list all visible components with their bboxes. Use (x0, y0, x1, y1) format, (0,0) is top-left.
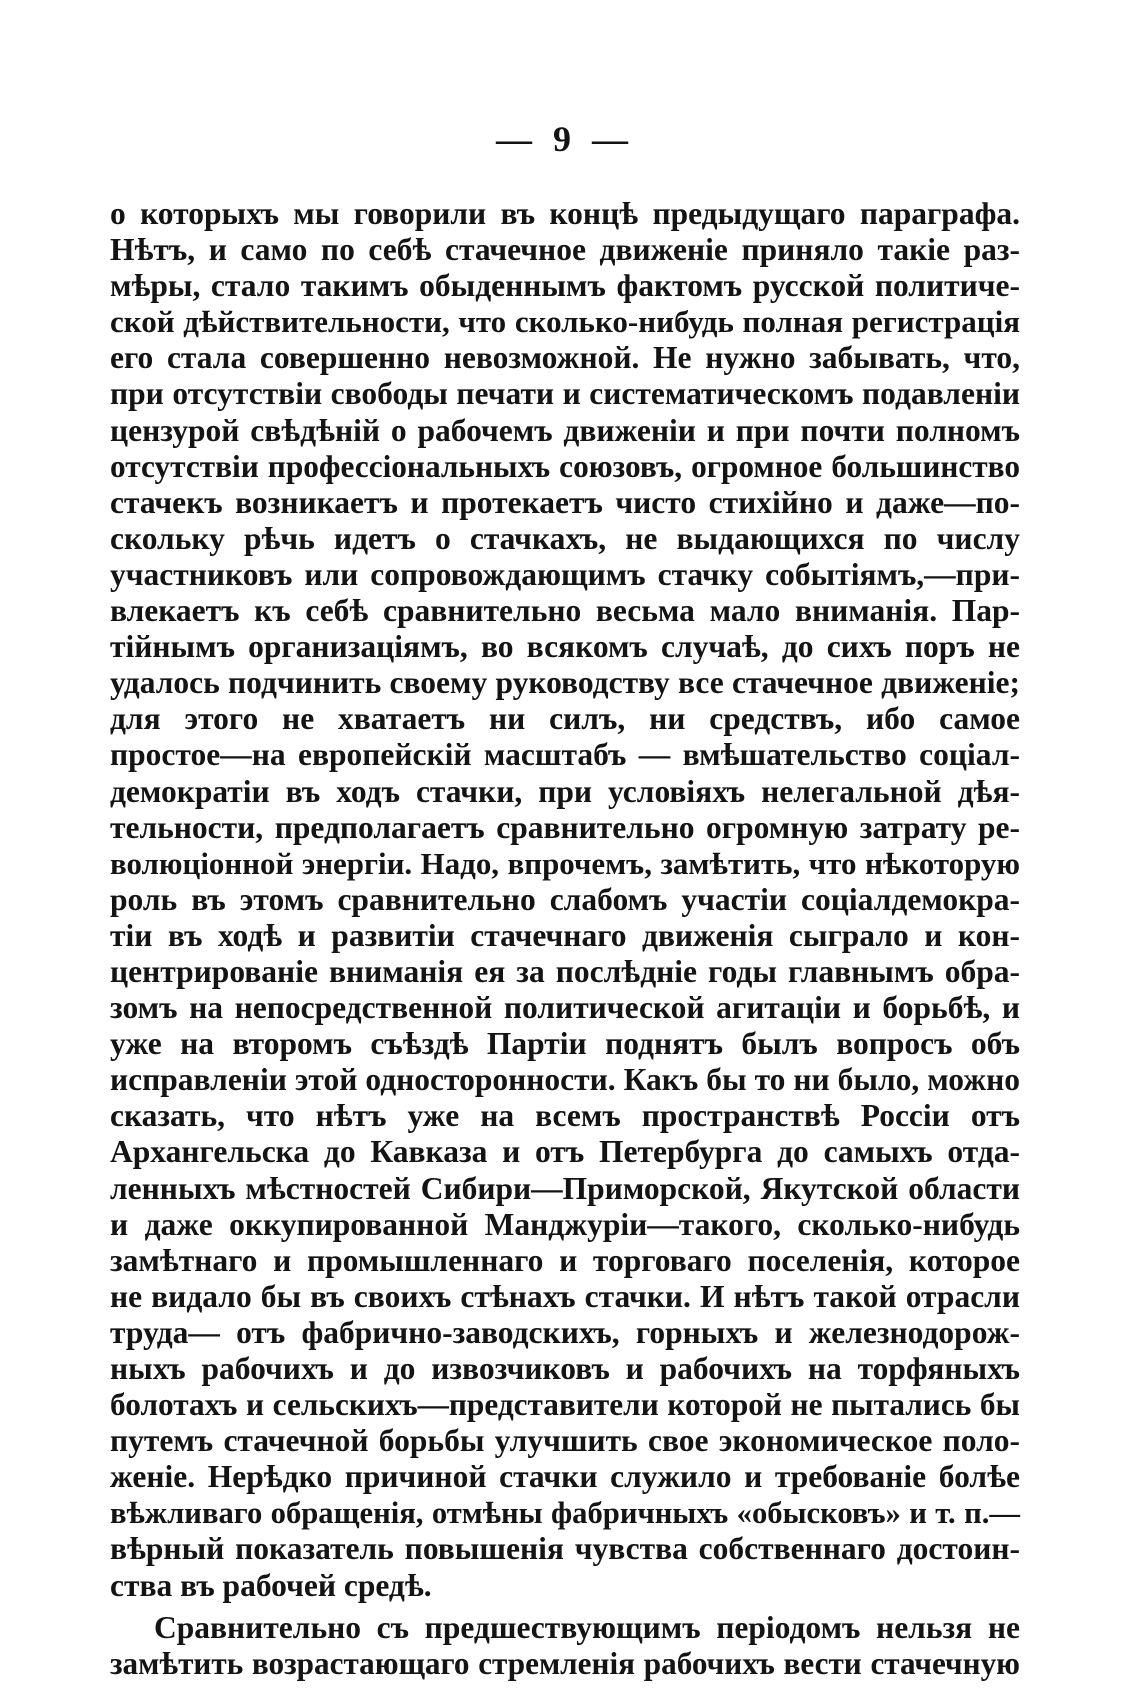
text-line: тіи въ ходѣ и развитіи стачечнаго движенія сыграло и кон- (110, 917, 1020, 953)
text-line: труда— отъ фабрично-заводскихъ, горныхъ и железнодорож- (110, 1314, 1020, 1350)
text-line: замѣтнаго и промышленнаго и торговаго поселенія, которое (110, 1242, 1020, 1278)
text-line: мѣры, стало такимъ обыденнымъ фактомъ русской политиче- (110, 268, 1020, 304)
text-line: участниковъ или сопровождающимъ стачку событіямъ,—при- (110, 556, 1020, 592)
text-line: простое—на европейскій масштабъ — вмѣшательство соціал- (110, 737, 1020, 773)
text-line: для этого не хватаетъ ни силъ, ни средствъ, ибо самое (110, 701, 1020, 737)
text-line: о которыхъ мы говорили въ концѣ предыдущаго параграфа. (110, 196, 1020, 231)
text-line: не видало бы въ своихъ стѣнахъ стачки. И нѣтъ такой отрасли (110, 1278, 1020, 1314)
text-line: центрированіе вниманія ея за послѣдніе годы главнымъ обра- (110, 953, 1020, 989)
text-line: скольку рѣчь идетъ о стачкахъ, не выдающихся по числу (110, 520, 1020, 556)
text-line: уже на второмъ съѣздѣ Партіи поднятъ былъ вопросъ объ (110, 1026, 1020, 1062)
text-line: ныхъ рабочихъ и до извозчиковъ и рабочихъ на торфяныхъ (110, 1351, 1020, 1386)
text-line: удалось подчинить своему руководству все стачечное движеніе; (110, 665, 1020, 701)
text-line: женіе. Нерѣдко причиной стачки служило и требованіе болѣе (110, 1459, 1020, 1495)
text-line: тельности, предполагаетъ сравнительно огромную затрату ре- (110, 809, 1020, 845)
text-line: стачекъ возникаетъ и протекаетъ чисто стихійно и даже—по- (110, 484, 1020, 520)
text-line: роль въ этомъ сравнительно слабомъ участіи соціалдемокра- (110, 881, 1020, 917)
text-line: демократіи въ ходъ стачки, при условіяхъ нелегальной дѣя- (110, 773, 1020, 809)
text-line: отсутствіи профессіональныхъ союзовъ, огромное большинство (110, 448, 1020, 484)
page-number: — 9 — (496, 119, 634, 159)
text-line: его стала совершенно невозможной. Не нужно забывать, что, (110, 340, 1020, 376)
text-line: исправленіи этой односторонности. Какъ бы то ни было, можно (110, 1062, 1020, 1098)
text-line: Архангельска до Кавказа и отъ Петербурга до самыхъ отда- (110, 1134, 1020, 1170)
text-line: Нѣтъ, и само по себѣ стачечное движеніе приняло такіе раз- (110, 232, 1020, 268)
text-line: Сравнительно съ предшествующимъ періодомъ нельзя не (154, 1609, 1020, 1645)
text-line: ской дѣйствительности, что сколько-нибудь полная регистрація (110, 304, 1020, 340)
text-line: путемъ стачечной борьбы улучшить свое экономическое поло- (110, 1423, 1020, 1459)
text-line: волюціонной энергіи. Надо, впрочемъ, замѣтить, что нѣкоторую (110, 845, 1020, 881)
text-line: тійнымъ организаціямъ, во всякомъ случаѣ, до сихъ поръ не (110, 629, 1020, 665)
text-line: вѣрный показатель повышенія чувства собственнаго достоин- (110, 1531, 1020, 1567)
text-line: сказать, что нѣтъ уже на всемъ пространствѣ Россіи отъ (110, 1098, 1020, 1134)
text-line: и даже оккупированной Манджуріи—такого, сколько-нибудь (110, 1206, 1020, 1242)
text-line: вѣжливаго обращенія, отмѣны фабричныхъ «обысковъ» и т. п.— (110, 1496, 1020, 1531)
text-line: замѣтить возрастающаго стремленія рабочихъ вести стачечную (110, 1645, 1020, 1681)
text-line: влекаетъ къ себѣ сравнительно весьма мало вниманія. Пар- (110, 593, 1020, 629)
body-text (110, 196, 1020, 1682)
text-line: зомъ на непосредственной политической агитаціи и борьбѣ, и (110, 990, 1020, 1026)
text-line: цензурой свѣдѣній о рабочемъ движеніи и при почти полномъ (110, 412, 1020, 448)
text-line: ства въ рабочей средѣ. (110, 1567, 432, 1603)
text-line: при отсутствіи свободы печати и систематическомъ подавленіи (110, 376, 1020, 412)
text-line: болотахъ и сельскихъ—представители которой не пытались бы (110, 1387, 1020, 1423)
text-line: ленныхъ мѣстностей Сибири—Приморской, Якутской области (110, 1170, 1020, 1206)
